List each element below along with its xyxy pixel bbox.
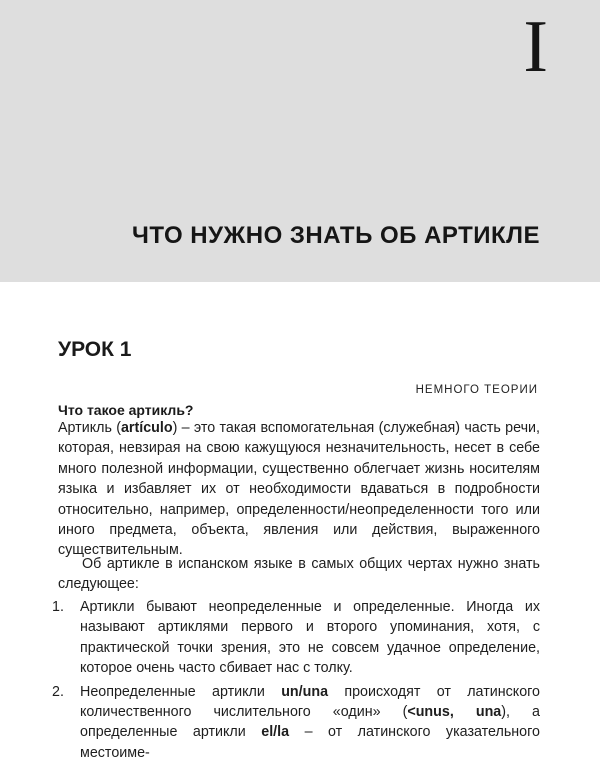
- chapter-header-band: [0, 0, 600, 282]
- term-unus-una: <unus, una: [407, 704, 502, 721]
- list-text-part: происходят от латинского количественного числительного «один» (: [80, 683, 540, 721]
- list-number: 1.: [52, 599, 64, 615]
- list-text-part: Неопределенные артикли: [80, 683, 282, 700]
- question-heading: Что такое артикль?: [58, 402, 194, 418]
- section-label: НЕМНОГО ТЕОРИИ: [415, 384, 538, 396]
- list-text-part: – от латинского указательного местоиме-: [80, 724, 540, 761]
- term-el-la: el/la: [261, 724, 290, 741]
- chapter-numeral: I: [523, 6, 548, 88]
- term-un-una: un/una: [281, 683, 329, 700]
- paragraph-text: Артикль (: [58, 420, 121, 436]
- list-item: [52, 682, 540, 764]
- numbered-list: [52, 597, 540, 766]
- term-articulo: artículo: [120, 420, 173, 436]
- list-number: 2.: [52, 683, 64, 700]
- chapter-title: ЧТО НУЖНО ЗНАТЬ ОБ АРТИКЛЕ: [132, 222, 540, 249]
- lesson-title: УРОК 1: [58, 338, 132, 361]
- paragraph-intro: [58, 554, 540, 595]
- list-item: [52, 597, 540, 679]
- list-text-part: ), а определенные артикли: [80, 704, 540, 741]
- paragraph-text: Об артикле в испанском языке в самых общих чертах нужно знать следующее:: [58, 556, 540, 593]
- paragraph-definition: [58, 418, 540, 561]
- list-text: Артикли бывают неопределенные и определенные. Иногда их называют артиклями первого и второго упоминания, хотя, с практической точки зрения, это не совсем удачное определение, которое очень часто сбивает нас с толку.: [80, 599, 540, 677]
- paragraph-text: ) – это такая вспомогательная (служебная) часть речи, которая, невзирая на свою кажущуюся незначительность, несет в себе много полезной информации, существенно облегчает жизнь носителям языка и избавляет их от необходимости вдаваться в подробности относительно, например, определенности/неопределенности того или иного предмета, объекта, явления или действия, выраженного существительным.: [58, 420, 541, 559]
- list-text: [80, 682, 540, 764]
